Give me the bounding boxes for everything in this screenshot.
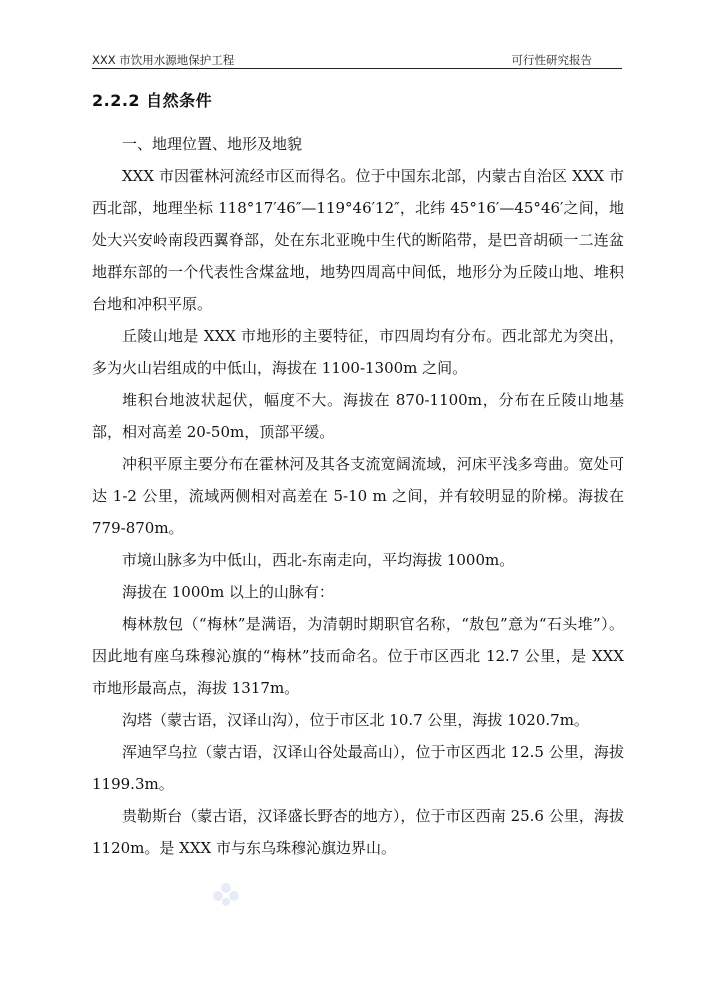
- document-body: [92, 128, 624, 864]
- subsection-heading: 一、地理位置、地形及地貌: [122, 135, 303, 153]
- paragraph-hills: 丘陵山地是 XXX 市地形的主要特征，市四周均有分布。西北部尤为突出，多为火山岩组成的中低山，海拔在 1100-1300m 之间。: [92, 327, 624, 377]
- paragraph-plains: 冲积平原主要分布在霍林河及其各支流宽阔流域，河床平浅多弯曲。宽处可达 1-2 公里，流域两侧相对高差在 5-10 m 之间，并有较明显的阶梯。海拔在 779-870m。: [92, 455, 624, 537]
- page-header: [92, 46, 622, 69]
- watermark-icon: [206, 880, 246, 908]
- header-report-type: 可行性研究报告: [511, 53, 592, 67]
- paragraph-terraces: 堆积台地波状起伏，幅度不大。海拔在 870-1100m，分布在丘陵山地基部，相对高差 20-50m，顶部平缓。: [92, 391, 624, 441]
- paragraph-meilin-aobao: 梅林敖包（“梅林”是满语，为清朝时期职官名称，“敖包”意为“石头堆”）。因此地有座乌珠穆沁旗的“梅林”技而命名。位于市区西北 12.7 公里，是 XXX 市地形最高点，海拔 1317m。: [92, 615, 624, 697]
- paragraph-mountains: 市境山脉多为中低山，西北-东南走向，平均海拔 1000m。: [122, 551, 515, 569]
- paragraph-guilesitai: 贵勒斯台（蒙古语，汉译盛长野杏的地方），位于市区西南 25.6 公里，海拔 1120m。是 XXX 市与东乌珠穆沁旗边界山。: [92, 807, 624, 857]
- paragraph-peaks-intro: 海拔在 1000m 以上的山脉有：: [122, 583, 334, 601]
- section-title: 2.2.2 自然条件: [92, 91, 213, 110]
- paragraph-gouta: 沟塔（蒙古语，汉译山沟），位于市区北 10.7 公里，海拔 1020.7m。: [122, 711, 589, 729]
- paragraph-hundihan-wula: 浑迪罕乌拉（蒙古语，汉译山谷处最高山），位于市区西北 12.5 公里，海拔 1199.3m。: [92, 743, 624, 793]
- header-project-title: XXX 市饮用水源地保护工程: [92, 53, 235, 67]
- paragraph-location: XXX 市因霍林河流经市区而得名。位于中国东北部，内蒙古自治区 XXX 市西北部，地理坐标 118°17′46″—119°46′12″，北纬 45°16′—45°46′之间，地处大兴安岭南段西翼脊部，处在东北亚晚中生代的断陷带，是巴音胡硕一二连盆地群东部的一个代表性含煤盆地，地势四周高中间低，地形分为丘陵山地、堆积台地和冲积平原。: [92, 167, 624, 313]
